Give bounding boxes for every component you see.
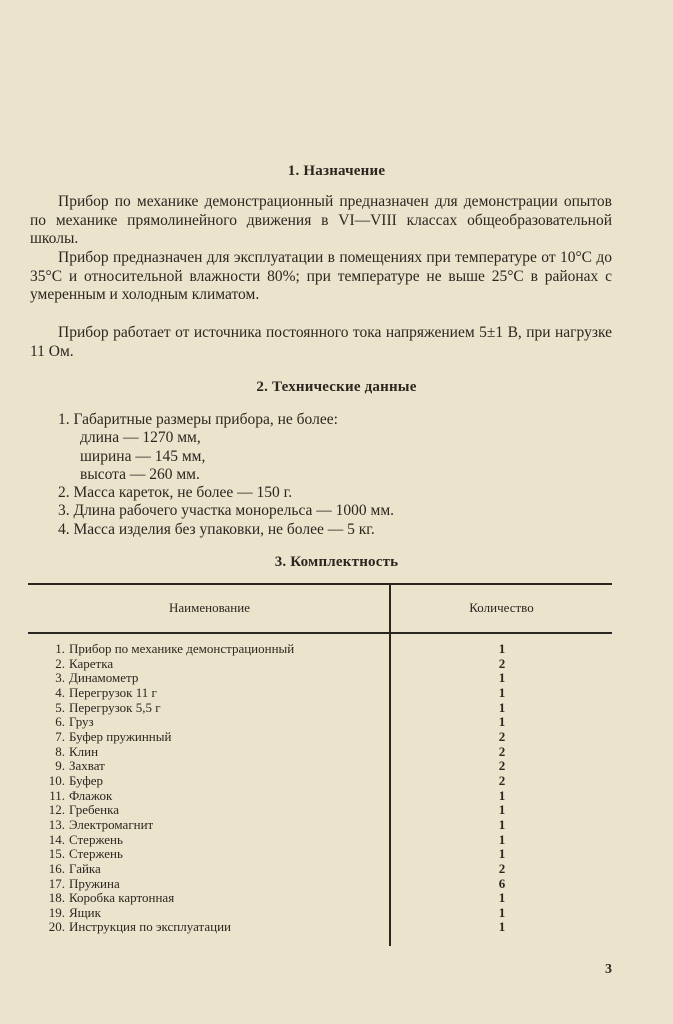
item-quantity: 2 xyxy=(498,655,506,671)
table-row xyxy=(30,774,385,789)
table-row xyxy=(30,671,385,686)
item-quantity: 2 xyxy=(498,728,506,744)
section-1-title: 1. Назначение xyxy=(287,163,386,179)
tech-item-product-mass: 4. Масса изделия без упаковки, не более — 5 кг. xyxy=(58,520,375,538)
table-row xyxy=(30,877,385,892)
item-name: Динамометр xyxy=(69,670,139,686)
tech-item-rail-length: 3. Длина рабочего участка монорельса — 1000 мм. xyxy=(58,502,395,520)
table-row xyxy=(30,657,385,672)
tech-item-dimensions: 1. Габаритные размеры прибора, не более: xyxy=(58,411,338,428)
tech-dim-length: длина — 1270 мм, xyxy=(80,429,201,447)
table-row xyxy=(30,833,385,848)
row-number: 9. xyxy=(55,758,65,774)
table-row xyxy=(30,920,385,935)
section-2-title: 2. Технические данные xyxy=(256,379,417,395)
item-quantity: 1 xyxy=(498,684,506,700)
item-name: Электромагнит xyxy=(69,816,154,832)
item-name: Буфер xyxy=(69,772,104,788)
item-name: Ящик xyxy=(69,904,101,920)
table-row xyxy=(30,818,385,833)
item-quantity: 1 xyxy=(498,904,506,920)
section-1-paragraph-2: Прибор предназначен для эксплуатации в помещениях при температуре от 10°С до 35°С и относительной влажности 80%; при температуре не выше 25°С в районах с умеренным и холодным климатом. xyxy=(30,249,612,304)
row-number: 11. xyxy=(49,787,65,803)
row-number: 12. xyxy=(48,802,65,818)
item-quantity: 1 xyxy=(498,802,506,818)
row-number: 6. xyxy=(55,714,65,730)
item-name: Флажок xyxy=(69,787,113,803)
section-3-title: 3. Комплектность xyxy=(274,554,399,570)
table-row xyxy=(30,847,385,862)
item-quantity: 1 xyxy=(498,831,506,847)
item-quantity: 2 xyxy=(498,772,506,788)
item-name: Гребенка xyxy=(69,802,120,818)
table-header-name: Наименование xyxy=(169,600,250,615)
tech-dim-height: высота — 260 мм. xyxy=(80,465,200,483)
row-number: 15. xyxy=(48,846,65,862)
row-number: 18. xyxy=(48,890,65,906)
page-number: 3 xyxy=(605,962,612,977)
row-number: 5. xyxy=(55,699,65,715)
table-quantity-column xyxy=(392,642,612,935)
item-name: Стержень xyxy=(69,831,123,847)
item-name: Перегрузок 5,5 г xyxy=(69,699,161,715)
item-name: Стержень xyxy=(69,846,123,862)
item-name: Прибор по механике демонстрационный xyxy=(69,641,295,656)
table-row xyxy=(30,891,385,906)
table-row xyxy=(30,745,385,760)
tech-data-list xyxy=(58,411,394,539)
row-number: 14. xyxy=(48,831,65,847)
row-number: 3. xyxy=(55,670,65,686)
row-number: 19. xyxy=(48,904,65,920)
table-row xyxy=(30,789,385,804)
item-name: Гайка xyxy=(69,860,101,876)
table-row xyxy=(30,701,385,716)
item-quantity: 1 xyxy=(498,919,506,935)
table-row xyxy=(30,686,385,701)
row-number: 7. xyxy=(55,728,65,744)
table-row xyxy=(30,906,385,921)
item-quantity: 1 xyxy=(498,787,506,803)
table-top-rule xyxy=(28,583,612,585)
tech-item-carriage-mass: 2. Масса кареток, не более — 150 г. xyxy=(58,484,293,502)
item-name: Буфер пружинный xyxy=(69,728,172,744)
item-quantity: 1 xyxy=(498,641,506,656)
table-row xyxy=(30,715,385,730)
item-quantity: 2 xyxy=(498,758,506,774)
table-column-divider xyxy=(389,584,391,946)
table-names-column xyxy=(30,642,385,935)
table-header-quantity: Количество xyxy=(469,600,534,615)
row-number: 1. xyxy=(55,641,65,656)
row-number: 17. xyxy=(48,875,65,891)
table-header-rule xyxy=(28,632,612,634)
item-name: Инструкция по эксплуатации xyxy=(69,919,231,935)
row-number: 16. xyxy=(48,860,65,876)
item-quantity: 1 xyxy=(498,699,506,715)
row-number: 10. xyxy=(48,772,65,788)
table-row xyxy=(30,642,385,657)
row-number: 13. xyxy=(48,816,65,832)
section-1-paragraph-1: Прибор по механике демонстрационный предназначен для демонстрации опытов по механике прямолинейного движения в VI—VIII классах общеобразовательной школы. xyxy=(30,193,612,248)
table-row xyxy=(30,862,385,877)
table-row xyxy=(30,803,385,818)
item-quantity: 1 xyxy=(498,890,506,906)
table-row xyxy=(30,759,385,774)
item-name: Коробка картонная xyxy=(69,890,175,906)
item-name: Груз xyxy=(69,714,94,730)
item-quantity: 2 xyxy=(498,860,506,876)
item-quantity: 6 xyxy=(498,875,506,891)
item-name: Клин xyxy=(69,743,99,759)
section-1-paragraph-3: Прибор работает от источника постоянного тока напряжением 5±1 В, при нагрузке 11 Ом. xyxy=(30,324,612,360)
row-number: 4. xyxy=(55,684,65,700)
row-number: 20. xyxy=(48,919,65,935)
item-name: Перегрузок 11 г xyxy=(69,684,157,700)
row-number: 8. xyxy=(55,743,65,759)
item-quantity: 1 xyxy=(498,846,506,862)
row-number: 2. xyxy=(55,655,65,671)
item-quantity: 1 xyxy=(498,816,506,832)
item-quantity: 1 xyxy=(498,714,506,730)
item-quantity: 2 xyxy=(498,743,506,759)
item-name: Каретка xyxy=(69,655,114,671)
tech-dim-width: ширина — 145 мм, xyxy=(80,447,206,465)
item-name: Пружина xyxy=(69,875,120,891)
item-quantity: 1 xyxy=(498,670,506,686)
table-row xyxy=(30,730,385,745)
item-name: Захват xyxy=(69,758,105,774)
